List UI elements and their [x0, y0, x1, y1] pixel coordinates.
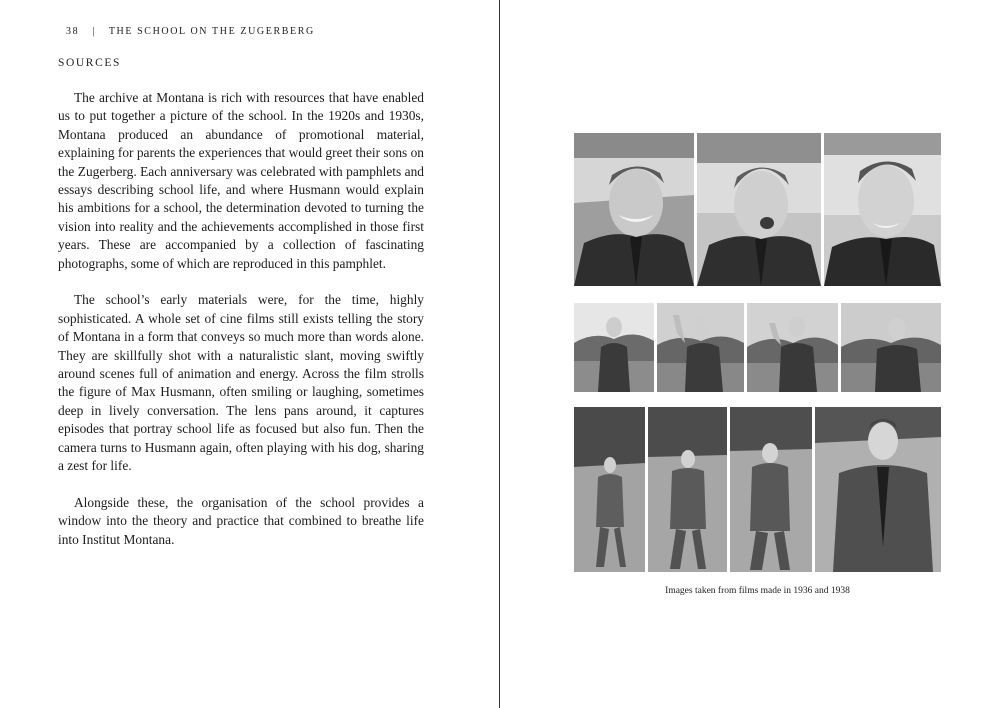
paragraph: The archive at Montana is rich with resources that have enabled us to put together a picture of the school. In the 1920s and 1930s, Montana produced an abundance of promotional material, explaining for parents the experiences that would greet their sons on the Zugerberg. Each anniversary was celebrated with pamphlets and essays describing school life, and where Husmann would explain his ambitions for a school, the determination devoted to turning the vision into reality and the achievements accomplished in those first years. These are accompanied by a collection of fascinating photographs, some of which are reproduced in this pamphlet. — [58, 90, 424, 271]
photo-portrait-speaking — [697, 133, 821, 286]
photo-lawn-laughing — [841, 303, 941, 392]
photo-walking-mid — [648, 407, 727, 572]
photo-lawn-waving — [657, 303, 744, 392]
photo-portrait-laughing — [574, 133, 694, 286]
running-head-separator: | — [92, 26, 96, 37]
body-text — [58, 89, 424, 568]
running-head — [66, 26, 315, 37]
section-heading: SOURCES — [58, 57, 121, 69]
page-number: 38 — [66, 26, 80, 37]
photo-lawn-gesturing — [747, 303, 838, 392]
running-head-title: THE SCHOOL ON THE ZUGERBERG — [108, 26, 315, 37]
paragraph: The school’s early materials were, for the time, highly sophisticated. A whole set of cine films still exists telling the story of Montana in a form that conveys so much more than words alone. They are skillfully shot with a naturalistic slant, moving swiftly around scenes full of animation and energy. Across the film strolls the figure of Max Husmann, often smiling or laughing, sometimes deep in lively conversation. The lens pans around, it captures episodes that portray school life as focused but also fun. Then the camera turns to Husmann again, often playing with his dog, sharing a zest for life. — [58, 292, 424, 474]
photo-lawn-standing — [574, 303, 654, 392]
paragraph: Alongside these, the organisation of the school provides a window into the theory and practice that combined to breathe life into Institut Montana. — [58, 494, 424, 547]
photo-caption: Images taken from films made in 1936 and 1938 — [665, 586, 850, 596]
page-gutter — [499, 0, 500, 708]
photo-portrait-smiling — [824, 133, 941, 286]
photo-walking-near — [730, 407, 812, 572]
photo-walking-closeup — [815, 407, 941, 572]
photo-walking-far — [574, 407, 645, 572]
